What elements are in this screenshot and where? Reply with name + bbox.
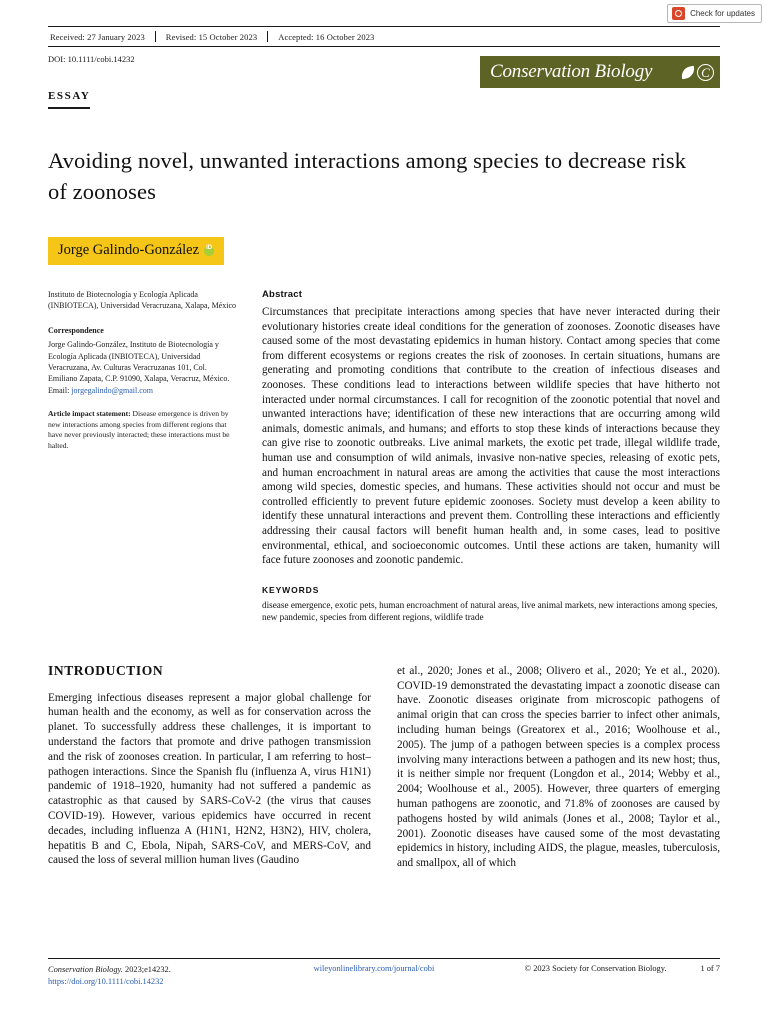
footer-doi-link[interactable]: https://doi.org/10.1111/cobi.14232 bbox=[48, 977, 164, 986]
impact-statement bbox=[48, 409, 236, 451]
journal-c-letter: C bbox=[697, 64, 714, 81]
correspondence-block bbox=[48, 339, 236, 396]
correspondence-text: Jorge Galindo-González, Instituto de Biotecnología y Ecología Aplicada (INBIOTECA), Universidad Veracruzana, Av. Culturas Veracruzanas 101, Col. Emiliano Zapata, C.P. 91090, Xalapa, Veracruz, México. bbox=[48, 340, 230, 384]
revised-date: Revised: 15 October 2023 bbox=[165, 31, 258, 42]
email-link[interactable]: jorgegalindo@gmail.com bbox=[71, 385, 153, 395]
author-name: Jorge Galindo-González bbox=[58, 242, 200, 258]
keywords-text: disease emergence, exotic pets, human encroachment of natural areas, live animal markets, new interactions among species, new pandemic, species from different regions, wildlife trade bbox=[262, 599, 718, 623]
journal-logo bbox=[480, 56, 720, 88]
abstract-column bbox=[262, 289, 720, 624]
abstract-heading: Abstract bbox=[262, 289, 303, 300]
footer-copyright: © 2023 Society for Conservation Biology. bbox=[524, 964, 667, 973]
keywords-heading: KEYWORDS bbox=[262, 584, 320, 595]
footer-right bbox=[490, 964, 720, 973]
journal-title: Conservation Biology bbox=[490, 61, 653, 82]
front-matter-left-column bbox=[48, 289, 236, 624]
footer-citation-rest: 2023;e14232. bbox=[122, 965, 171, 974]
footer-citation bbox=[48, 964, 258, 988]
email-label: Email: bbox=[48, 385, 72, 395]
section-heading-introduction: INTRODUCTION bbox=[48, 662, 164, 678]
check-for-updates-label: Check for updates bbox=[690, 9, 755, 18]
article-history bbox=[48, 27, 720, 46]
front-matter-columns bbox=[48, 289, 720, 624]
body-column-left bbox=[48, 664, 371, 871]
footer-journal-link[interactable]: wileyonlinelibrary.com/journal/cobi bbox=[313, 964, 435, 973]
abstract-text: Circumstances that precipitate interactions among species that have never interacted during their evolutionary histories create ideal conditions for the generation of zoonoses. Zoonotic diseases have caused some of the most devastating epidemics in human history. Contact among species that come from different ecosystems or regions creates the risk of zoonoses. In certain situations, humans are generating and promoting conditions that contribute to the creation of infectious diseases and zoonoses. These conditions lead to interactions between wildlife species that have hitherto not interacted under normal circumstances. I call for recognition of the zoonotic potential that novel and unwanted interactions have; identification of these new interactions that are occurring among wild animals, domestic animals, and humans; and efforts to stop these kinds of interactions because they can give rise to zoonotic outbreaks. Live animal markets, the exotic pet trade, illegal wildlife trade, human use and consumption of wild animals, invasive non-native species, releasing of exotic pets, and human encroachment in natural areas are among the activities that cause the most interactions among wild species, domestic species, and humans. These activities should not occur and must be controlled efficiently to prevent future epidemic zoonoses. Society must develop a keen ability to identify these unnatural interactions and prevent them. Controlling these interactions and efficiently addressing their causal factors will benefit human health and, in some cases, lead to positive environmental, ethical, and socioeconomic outcomes. Until these actions are taken, humanity will face future zoonoses and zoonotic pandemic. bbox=[262, 306, 720, 567]
orcid-icon[interactable] bbox=[204, 246, 214, 256]
correspondence-heading: Correspondence bbox=[48, 325, 104, 335]
impact-statement-text: Disease emergence is driven by new interactions among species from different regions that have never previously interacted; these interactions must be halted. bbox=[48, 409, 230, 451]
refresh-circle-icon bbox=[672, 7, 685, 20]
accepted-date: Accepted: 16 October 2023 bbox=[278, 31, 375, 42]
impact-statement-heading: Article impact statement: bbox=[48, 409, 131, 419]
journal-emblem bbox=[681, 64, 714, 81]
article-content bbox=[48, 26, 720, 871]
footer-page-number: 1 of 7 bbox=[700, 964, 720, 973]
check-for-updates-badge[interactable] bbox=[667, 4, 762, 23]
body-columns bbox=[48, 664, 720, 871]
affiliation: Instituto de Biotecnología y Ecología Aplicada (INBIOTECA), Universidad Veracruzana, Xalapa, México bbox=[48, 290, 237, 311]
footer-rule bbox=[48, 958, 720, 959]
leaf-icon bbox=[680, 65, 696, 79]
intro-paragraph-right: et al., 2020; Jones et al., 2008; Olivero et al., 2020; Ye et al., 2020). COVID-19 demonstrated the devastating impact a zoonotic disease can have. Zoonotic diseases originate from microscopic pathogens of animal origin that can cross the species barrier to infect other animals, including human beings (Greatorex et al., 2016; Woolhouse et al., 2005). The jump of a pathogen between species is a complex process involving many interactions between a pathogen and its new host; thus, it is neither simple nor frequent (Longdon et al., 2014; Webby et al., 2004; Woolhouse et al., 2005). However, three quarters of emerging human pathogens are zoonotic, and 71.8% of zoonoses are caused by pathogens hosted by wild animals (Jones et al., 2008; Taylor et al., 2001). Zoonotic diseases have caused some of the most devastating epidemics in history, including AIDS, the plague, measles, tuberculosis, and smallpox, all of which bbox=[397, 664, 720, 870]
body-column-right bbox=[397, 664, 720, 871]
history-bottom-rule bbox=[48, 46, 720, 47]
author-chip[interactable] bbox=[48, 237, 224, 265]
doi-line: DOI: 10.1111/cobi.14232 bbox=[48, 54, 135, 64]
author-row bbox=[48, 237, 720, 265]
footer-row bbox=[48, 964, 720, 988]
intro-paragraph-left: Emerging infectious diseases represent a major global challenge for human health and the economy, as well as for conservation across the planet. To successfully address these challenges, it is important to understand the factors that promote and drive pathogen transmission and the risk of zoonoses creation. In particular, I am referring to host–pathogen interactions. Since the Spanish flu (influenza A, virus H1N1) pandemic of 1918–1920, humanity had not suffered a pandemic as catastrophic as that caused by SARS-CoV-2 (the virus that causes COVID-19). However, various epidemics have occurred in recent decades, including influenza A (H1N1, H2N2, H3N2), HIV, cholera, hepatitis B and C, Ebola, Nipah, SARS-CoV, and MERS-CoV, and caused the loss of several million human lives (Gaudino bbox=[48, 691, 371, 867]
received-date: Received: 27 January 2023 bbox=[50, 31, 145, 42]
footer-journal-link-wrap bbox=[258, 964, 490, 973]
page-title: Avoiding novel, unwanted interactions among species to decrease risk of zoonoses bbox=[48, 148, 687, 204]
article-type-label: ESSAY bbox=[48, 90, 90, 109]
page-footer bbox=[48, 958, 720, 988]
footer-citation-journal: Conservation Biology. bbox=[48, 965, 123, 974]
